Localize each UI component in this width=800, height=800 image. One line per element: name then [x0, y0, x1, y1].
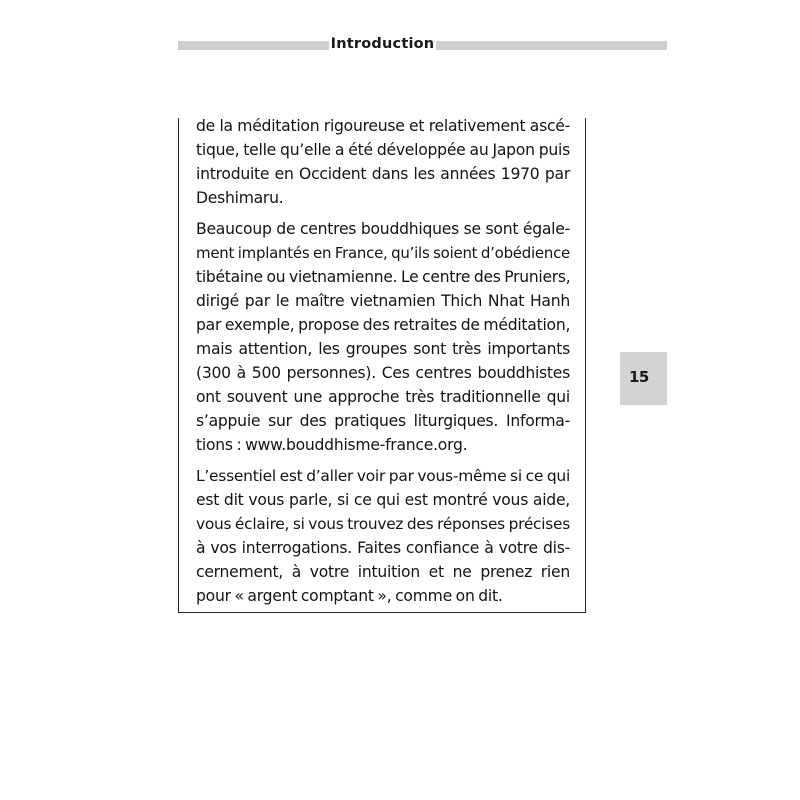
text-line: (300 à 500 personnes). Ces centres bouddhistes [196, 364, 570, 382]
text-line: tibétaine ou vietnamienne. Le centre des Pruniers, [196, 268, 571, 286]
text-line: tique, telle qu’elle a été développée au Japon puis [196, 141, 570, 159]
text-line: L’essentiel est d’aller voir par vous-même si ce qui [196, 467, 570, 485]
text-line: par exemple, propose des retraites de méditation, [196, 316, 571, 334]
text-line: mais attention, les groupes sont très importants [196, 340, 570, 358]
text-line: Beaucoup de centres bouddhiques se sont égale- [196, 220, 570, 238]
text-line: ment implantés en France, qu’ils soient d’obédience [196, 244, 570, 262]
text-line: s’appuie sur des pratiques liturgiques. Informa- [196, 412, 570, 430]
text-line: est dit vous parle, si ce qui est montré vous aide, [196, 491, 570, 509]
paragraph [196, 464, 570, 608]
text-line: vous éclaire, si vous trouvez des réponses précises [196, 515, 570, 533]
text-line: tions : www.bouddhisme-france.org. [196, 436, 468, 454]
text-line: à vos interrogations. Faites confiance à votre dis- [196, 539, 570, 557]
text-line: de la méditation rigoureuse et relativement ascé- [196, 117, 570, 135]
paragraph [196, 217, 570, 457]
body-text [196, 114, 570, 615]
text-line: cernement, à votre intuition et ne prenez rien [196, 563, 570, 581]
paragraph [196, 114, 570, 210]
header-rule-right [436, 41, 667, 50]
text-line: introduite en Occident dans les années 1970 par [196, 165, 570, 183]
header-rule-left [178, 41, 329, 50]
text-line: dirigé par le maître vietnamien Thich Nhat Hanh [196, 292, 570, 310]
text-line: ont souvent une approche très traditionnelle qui [196, 388, 570, 406]
page-number: 15 [629, 368, 649, 386]
text-line: Deshimaru. [196, 189, 284, 207]
running-head: Introduction [330, 36, 435, 52]
text-line: pour « argent comptant », comme on dit. [196, 587, 503, 605]
page-number-tab [620, 352, 667, 405]
